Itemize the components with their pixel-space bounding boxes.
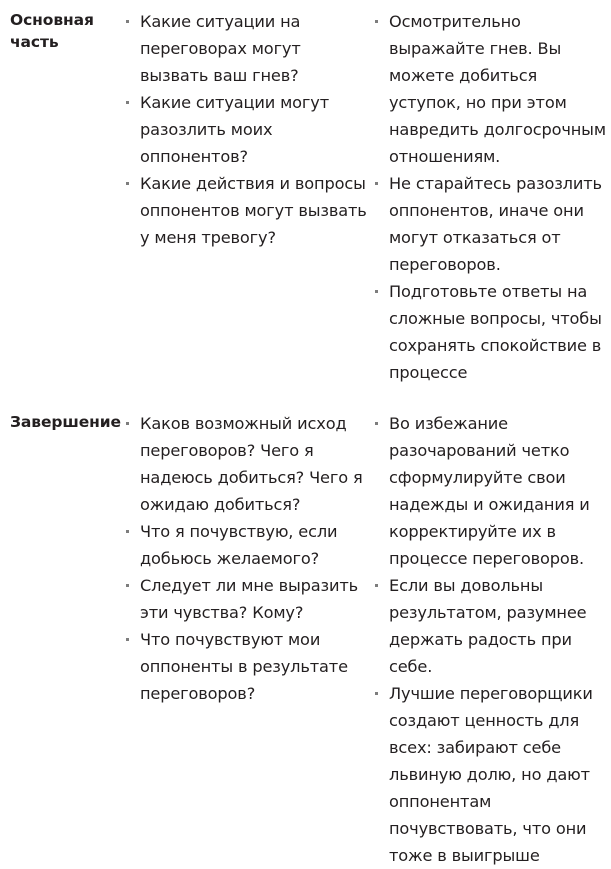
advice-cell bbox=[370, 8, 611, 386]
row-label-line-1: Основная bbox=[10, 11, 94, 29]
row-label-cell bbox=[0, 8, 118, 52]
list-item: Какие ситуации могут разозлить моих оппонентов? bbox=[122, 89, 370, 170]
list-item: Что почувствуют мои оппоненты в результате переговоров? bbox=[122, 626, 370, 707]
list-item: Подготовьте ответы на сложные вопросы, чтобы сохранять спокойствие в процессе bbox=[374, 278, 611, 386]
advice-cell bbox=[370, 410, 611, 869]
list-item: Осмотрительно выражайте гнев. Вы можете добиться уступок, но при этом навредить долгосрочным отношениям. bbox=[374, 8, 611, 170]
questions-cell bbox=[118, 410, 370, 707]
row-divider-space bbox=[0, 386, 611, 396]
questions-list bbox=[122, 8, 370, 251]
table-row bbox=[0, 0, 611, 386]
questions-cell bbox=[118, 8, 370, 251]
row-label-line-2: часть bbox=[10, 33, 59, 51]
row-label-cell bbox=[0, 410, 121, 432]
advice-list bbox=[374, 410, 611, 869]
list-item: Каков возможный исход переговоров? Чего я надеюсь добиться? Чего я ожидаю добиться? bbox=[122, 410, 370, 518]
row-label-line-1: Завершение bbox=[10, 413, 121, 431]
table-row bbox=[0, 396, 611, 869]
advice-list bbox=[374, 8, 611, 386]
list-item: Не старайтесь разозлить оппонентов, иначе они могут отказаться от переговоров. bbox=[374, 170, 611, 278]
list-item: Какие действия и вопросы оппонентов могут вызвать у меня тревогу? bbox=[122, 170, 370, 251]
list-item: Лучшие переговорщики создают ценность для всех: забирают себе львиную долю, но дают оппонентам почувствовать, что они тоже в выигрыше bbox=[374, 680, 611, 869]
list-item: Во избежание разочарований четко сформулируйте свои надежды и ожидания и корректируйте их в процессе переговоров. bbox=[374, 410, 611, 572]
list-item: Что я почувствую, если добьюсь желаемого? bbox=[122, 518, 370, 572]
list-item: Следует ли мне выразить эти чувства? Кому? bbox=[122, 572, 370, 626]
list-item: Если вы довольны результатом, разумнее держать радость при себе. bbox=[374, 572, 611, 680]
questions-list bbox=[122, 410, 370, 707]
list-item: Какие ситуации на переговорах могут вызвать ваш гнев? bbox=[122, 8, 370, 89]
